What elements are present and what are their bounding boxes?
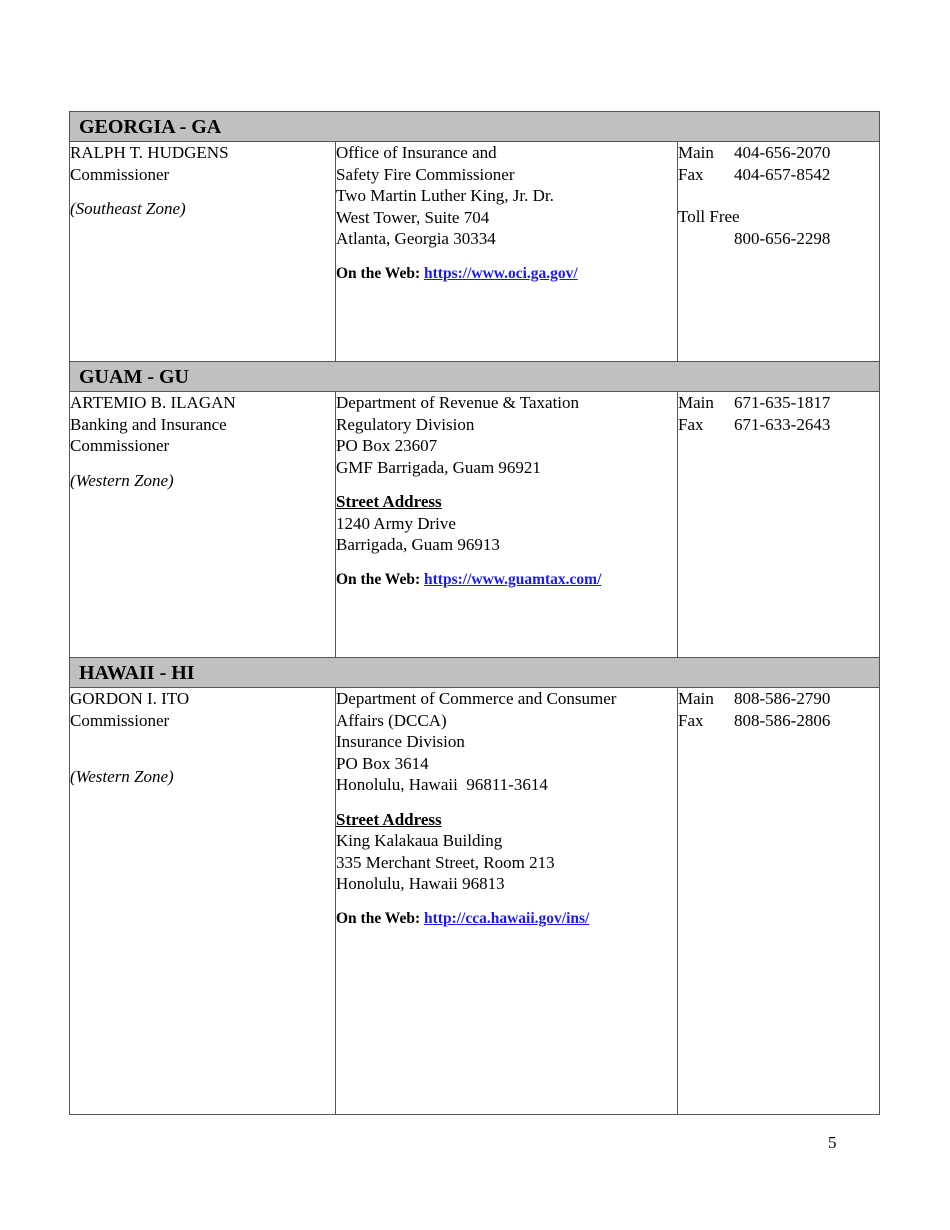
commissioner-name: GORDON I. ITO: [70, 689, 190, 708]
street-line: Barrigada, Guam 96913: [336, 535, 500, 554]
address-line: Affairs (DCCA): [336, 710, 447, 730]
main-label: Main: [678, 689, 714, 708]
state-header-guam: [70, 362, 880, 392]
fax-label: Fax: [678, 164, 704, 184]
street-address-heading: Street Address: [336, 809, 442, 829]
address-cell: [336, 142, 678, 362]
toll-free-row: [678, 228, 879, 250]
address-line: Department of Commerce and Consumer: [336, 689, 617, 708]
address-line: Regulatory Division: [336, 414, 475, 434]
address-cell: [336, 392, 678, 658]
toll-free-label: Toll Free: [678, 207, 740, 226]
commissioner-name: ARTEMIO B. ILAGAN: [70, 393, 236, 412]
state-header-georgia: [70, 112, 880, 142]
fax-number: 808-586-2806: [734, 710, 831, 730]
street-line: King Kalakaua Building: [336, 831, 503, 850]
address-line: Department of Revenue & Taxation: [336, 393, 580, 412]
web-line: [336, 263, 677, 285]
zone-label: (Western Zone): [70, 767, 174, 786]
street-line: 335 Merchant Street, Room 213: [336, 852, 555, 872]
commissioner-cell: [70, 392, 336, 658]
state-header-label: GUAM - GU: [70, 362, 880, 392]
web-line: [336, 569, 677, 591]
street-line: 1240 Army Drive: [336, 513, 456, 533]
state-header-label: GEORGIA - GA: [70, 112, 880, 142]
address-line: Honolulu, Hawaii 96811-3614: [336, 775, 548, 794]
page-number: 5: [828, 1133, 837, 1152]
website-link[interactable]: https://www.guamtax.com/: [424, 570, 602, 588]
address-cell: [336, 688, 678, 1115]
fax-phone: [678, 414, 879, 436]
fax-label: Fax: [678, 414, 704, 434]
address-line: Insurance Division: [336, 732, 465, 751]
address-line: PO Box 3614: [336, 753, 429, 773]
address-line: Safety Fire Commissioner: [336, 164, 515, 184]
commissioner-cell: [70, 142, 336, 362]
fax-number: 671-633-2643: [734, 414, 831, 434]
commissioner-cell: [70, 688, 336, 1115]
state-row-guam: [70, 392, 880, 658]
fax-phone: [678, 710, 879, 732]
state-row-hawaii: [70, 688, 880, 1115]
main-phone: [678, 392, 879, 414]
toll-free-number: 800-656-2298: [734, 228, 831, 248]
address-line: PO Box 23607: [336, 436, 438, 455]
web-label: On the Web:: [336, 909, 421, 927]
street-address-heading: Street Address: [336, 492, 442, 511]
web-label: On the Web:: [336, 264, 421, 282]
fax-number: 404-657-8542: [734, 164, 831, 184]
directory-table: [69, 111, 880, 1115]
web-label: On the Web:: [336, 570, 421, 588]
main-number: 808-586-2790: [734, 689, 831, 708]
fax-label: Fax: [678, 710, 704, 730]
zone-label: (Southeast Zone): [70, 199, 186, 218]
address-line: Atlanta, Georgia 30334: [336, 229, 496, 248]
commissioner-title: Commissioner: [70, 436, 170, 455]
main-label: Main: [678, 143, 714, 162]
address-line: West Tower, Suite 704: [336, 207, 490, 227]
commissioner-name: RALPH T. HUDGENS: [70, 143, 229, 162]
commissioner-title: Banking and Insurance: [70, 414, 227, 434]
fax-phone: [678, 164, 879, 186]
street-line: Honolulu, Hawaii 96813: [336, 874, 505, 893]
address-line: Two Martin Luther King, Jr. Dr.: [336, 186, 554, 205]
zone-label: (Western Zone): [70, 470, 174, 490]
commissioner-title: Commissioner: [70, 710, 170, 730]
phone-cell: [678, 142, 880, 362]
main-number: 404-656-2070: [734, 143, 831, 162]
state-header-hawaii: [70, 658, 880, 688]
state-header-label: HAWAII - HI: [70, 658, 880, 688]
commissioner-title: Commissioner: [70, 164, 170, 184]
state-row-georgia: [70, 142, 880, 362]
website-link[interactable]: https://www.oci.ga.gov/: [424, 264, 578, 282]
main-phone: [678, 688, 879, 710]
website-link[interactable]: http://cca.hawaii.gov/ins/: [424, 909, 590, 927]
main-label: Main: [678, 393, 714, 412]
main-number: 671-635-1817: [734, 393, 831, 412]
main-phone: [678, 142, 879, 164]
phone-cell: [678, 688, 880, 1115]
web-line: [336, 908, 677, 930]
address-line: GMF Barrigada, Guam 96921: [336, 457, 541, 477]
address-line: Office of Insurance and: [336, 143, 497, 162]
phone-cell: [678, 392, 880, 658]
